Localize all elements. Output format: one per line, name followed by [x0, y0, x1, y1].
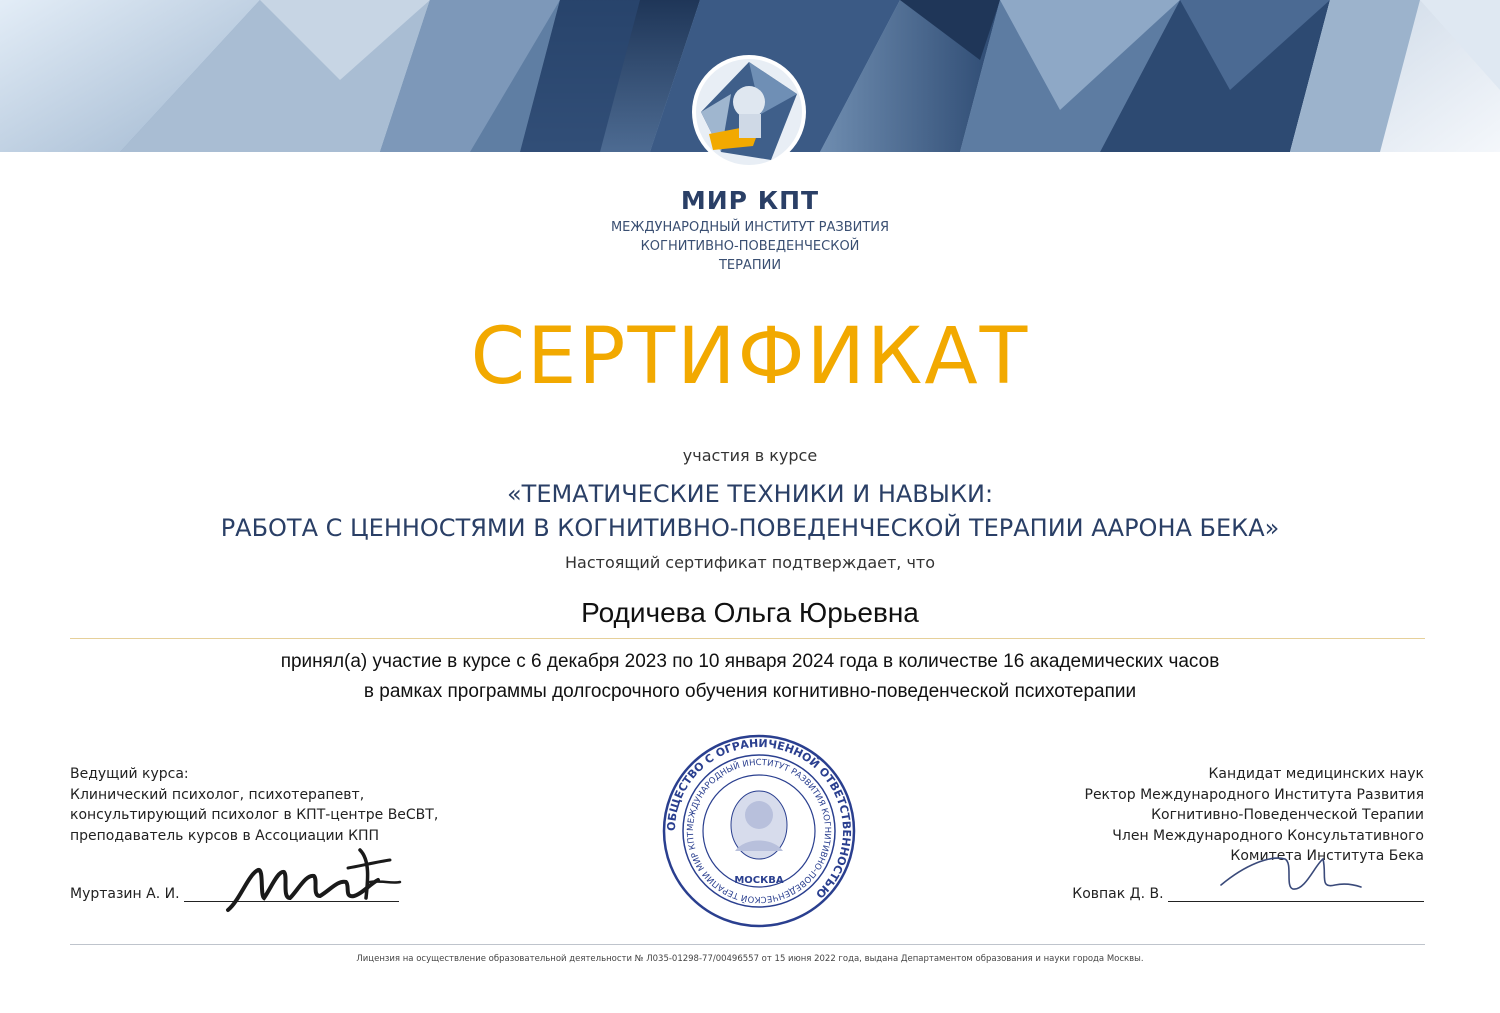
org-full-name-line2: КОГНИТИВНО-ПОВЕДЕНЧЕСКОЙ: [640, 239, 860, 254]
footer-divider: [70, 944, 1425, 945]
left-handwritten-signature: [220, 840, 410, 920]
right-title-line: Когнитивно-Поведенческой Терапии: [1151, 807, 1424, 823]
right-title-line: Член Международного Консультативного: [1112, 827, 1424, 844]
left-title-line: Клинический психолог, психотерапевт,: [70, 786, 365, 803]
certificate-title: СЕРТИФИКАТ: [470, 312, 1030, 402]
left-signatory-titles: [70, 764, 490, 846]
official-stamp: [661, 733, 857, 929]
description-line2: в рамках программы долгосрочного обучения когнитивно-поведенческой психотерапии: [363, 681, 1137, 702]
org-full-name-line1: МЕЖДУНАРОДНЫЙ ИНСТИТУТ РАЗВИТИЯ: [610, 220, 890, 235]
left-title-line: преподаватель курсов в Ассоциации КПП: [70, 827, 380, 844]
org-full-name-line3: ТЕРАПИИ: [718, 258, 782, 273]
org-short-name: МИР КПТ: [680, 186, 820, 215]
signature-underline: [1168, 889, 1424, 902]
left-signatory-name: Муртазин А. И.: [70, 886, 180, 902]
institute-logo: [691, 54, 807, 170]
stamp-outer-text: ОБЩЕСТВО С ОГРАНИЧЕННОЙ ОТВЕТСТВЕННОСТЬЮ: [664, 736, 854, 901]
confirm-text: Настоящий сертификат подтверждает, что: [564, 553, 936, 572]
participation-label: участия в курсе: [682, 446, 818, 465]
right-signatory-name: Ковпак Д. В.: [1072, 886, 1164, 902]
left-title-line: Ведущий курса:: [70, 766, 189, 782]
right-title-line: Комитета Института Бека: [1230, 848, 1424, 864]
right-signature-line: [1072, 886, 1424, 902]
recipient-name: Родичева Ольга Юрьевна: [581, 597, 919, 628]
right-title-line: Ректор Международного Института Развития: [1084, 786, 1424, 803]
license-text: Лицензия на осуществление образовательной деятельности № Л035-01298-77/00496557 от 15 июня 2022 года, выдана Департаментом образования и науки города Москвы.: [356, 954, 1144, 964]
right-title-line: Кандидат медицинских наук: [1208, 766, 1424, 782]
name-divider: [70, 638, 1425, 639]
stamp-city: МОСКВА: [734, 875, 784, 886]
course-title-line1: «ТЕМАТИЧЕСКИЕ ТЕХНИКИ И НАВЫКИ:: [506, 480, 994, 508]
course-title-line2: РАБОТА С ЦЕННОСТЯМИ В КОГНИТИВНО-ПОВЕДЕНЧЕСКОЙ ТЕРАПИИ ААРОНА БЕКА»: [220, 514, 1280, 542]
left-title-line: консультирующий психолог в КПТ-центре BeCBT,: [70, 807, 439, 823]
description-line1: принял(а) участие в курсе с 6 декабря 2023 по 10 января 2024 года в количестве 16 академических часов: [280, 651, 1220, 672]
stamp-inner-text: МЕЖДУНАРОДНЫЙ ИНСТИТУТ РАЗВИТИЯ КОГНИТИВНО-ПОВЕДЕНЧЕСКОЙ ТЕРАПИИ МИР КПТ: [685, 757, 833, 905]
